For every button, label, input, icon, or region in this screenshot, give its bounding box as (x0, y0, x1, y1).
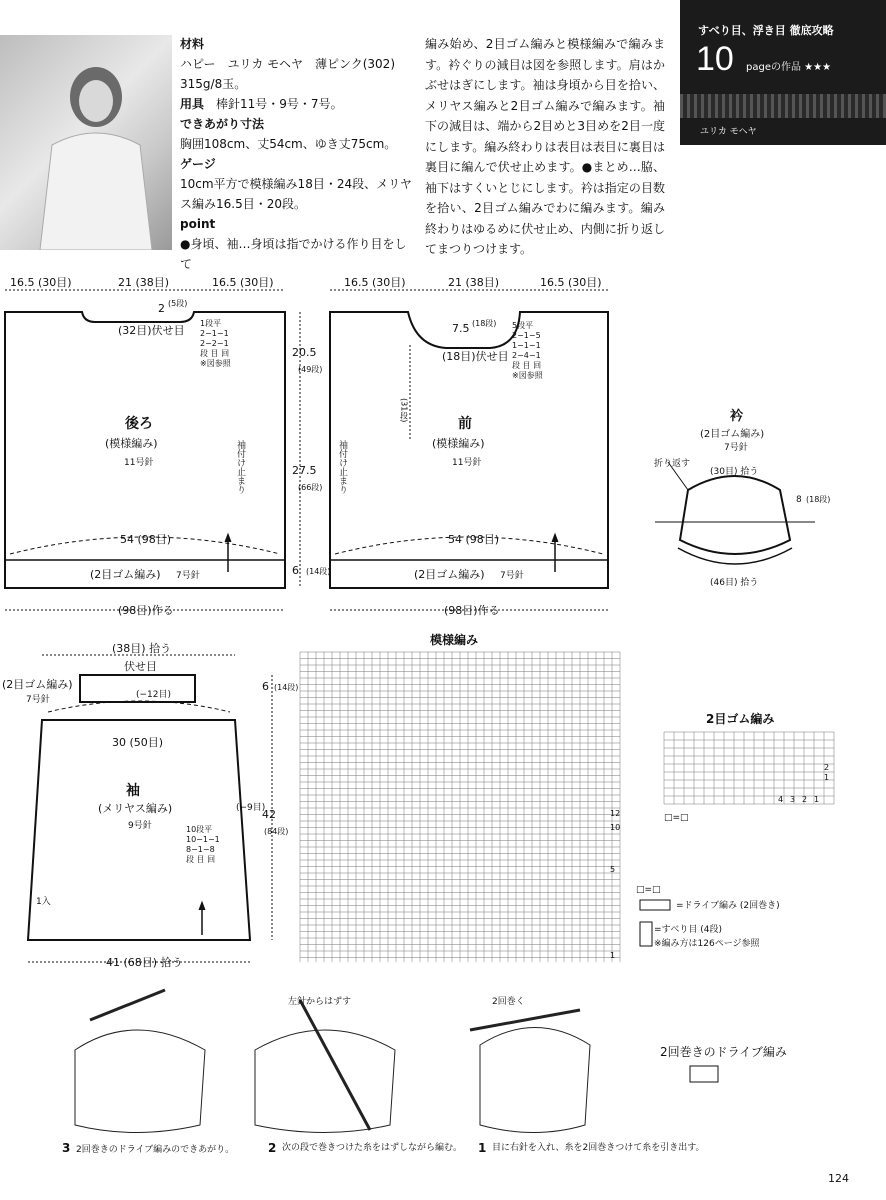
back-rib: (2目ゴム編み) (90, 568, 161, 581)
step-illustrations (75, 990, 590, 1133)
front-neck-height: 7.5 (452, 322, 470, 335)
pattern-chart-row-number: 10 (610, 823, 621, 832)
sleeve-mark: 1入 (36, 897, 51, 907)
point-text: ●身頃、袖…身頃は指でかける作り目をして (180, 237, 407, 271)
back-side-mark: 袖付け止まり (235, 440, 245, 494)
legend-slip: =すべり目 (4段) (654, 925, 722, 935)
sleeve-top-pick: (38目) 拾う (112, 642, 172, 655)
rib-chart-numbers (778, 763, 829, 804)
step-1-text: 目に右針を入れ、糸を2回巻きつけて糸を引き出す。 (492, 1143, 705, 1153)
drive-stitch-title: 2回巻きのドライブ編み (660, 1045, 787, 1059)
gauge-heading: ゲージ (180, 157, 216, 171)
pattern-chart-title: 模様編み (430, 633, 479, 647)
sleeve-width-30: 30 (50目) (112, 736, 164, 749)
front-rib-needle: 7号針 (500, 571, 524, 581)
sleeve-minus-9: (−9目) (236, 803, 266, 813)
rib-chart-grid (664, 732, 834, 804)
front-title: 前 (458, 416, 472, 432)
collar-pattern: (2目ゴム編み) (700, 429, 765, 440)
pattern-chart-row-number: 1 (610, 951, 616, 960)
back-decrease-line: 2−2−1 (200, 339, 229, 348)
gauge-text: 10cm平方で模様編み18目・24段、メリヤス編み16.5目・20段。 (180, 177, 412, 211)
sleeve-rib-height: 6 (262, 680, 269, 693)
back-neck-height: 2 (158, 302, 165, 315)
front-decrease-line: 1−1−1 (512, 341, 541, 350)
rib-chart-col-number: 2 (802, 795, 808, 804)
size-heading: できあがり寸法 (180, 117, 265, 131)
rib-chart-col-number: 4 (778, 795, 784, 804)
front-width-right: 16.5 (30目) (540, 276, 602, 289)
rib-chart-col-number: 1 (814, 795, 820, 804)
height-bottom-rows: (14段) (306, 567, 331, 576)
step-1-number: 1 (478, 1141, 487, 1155)
front-rib: (2目ゴム編み) (414, 568, 485, 581)
collar-bottom-pick: (46目) 拾う (710, 578, 759, 588)
front-body-width: 54 (98目) (448, 533, 500, 546)
tools-text: 棒針11号・9号・7号。 (216, 97, 343, 111)
banner-number: 10 (696, 40, 734, 78)
size-text: 胸囲108cm、丈54cm、ゆき丈75cm。 (180, 137, 397, 151)
front-decrease-line: ※図参照 (512, 371, 543, 380)
back-title: 後ろ (125, 416, 153, 432)
tools-heading: 用具 (180, 97, 205, 111)
front-width-mid: 21 (38目) (448, 276, 500, 289)
back-neck-rows: (5段) (168, 299, 188, 308)
front-rows-31: (31段) (399, 398, 409, 423)
back-bind-off: (32目)伏せ目 (118, 324, 185, 337)
legend-drive: =ドライブ編み (2回巻き) (676, 901, 780, 911)
back-decrease-line: 2−1−1 (200, 329, 229, 338)
rib-chart-col-number: 3 (790, 795, 796, 804)
step-2-top: 左針からはずす (288, 997, 352, 1007)
step-3-text: 2回巻きのドライブ編みのできあがり。 (76, 1145, 235, 1155)
step-2-number: 2 (268, 1141, 277, 1155)
step-1-top: 2回巻く (492, 997, 525, 1007)
banner-yarn: ユリカ モヘヤ (700, 127, 757, 137)
front-pattern: (模様編み) (432, 437, 485, 450)
height-mid: 27.5 (292, 464, 317, 477)
collar-title: 衿 (730, 409, 744, 424)
sleeve-decrease-table (186, 824, 220, 864)
back-cast-on: (98目)作る (118, 604, 174, 617)
collar-outline (680, 476, 790, 554)
step-2-text: 次の段で巻きつけた糸をはずしながら編む。 (282, 1143, 463, 1153)
back-needle: 11号針 (124, 458, 154, 468)
sleeve-decrease-line: 10段平 (186, 825, 213, 834)
collar-top-pick: (30目) 拾う (710, 467, 759, 477)
front-decrease-line: 2−1−5 (512, 331, 541, 340)
pattern-chart-row-labels (610, 809, 620, 960)
pattern-chart-row-number: 12 (610, 809, 621, 818)
legend-plain: □=□ (636, 885, 661, 895)
front-width-left: 16.5 (30目) (344, 276, 406, 289)
height-top: 20.5 (292, 346, 317, 359)
back-pattern: (模様編み) (105, 437, 158, 450)
material-heading: 材料 (180, 37, 205, 51)
rib-chart-legend: □=□ (664, 813, 689, 823)
back-decrease-table (200, 318, 232, 368)
sleeve-rib-needle: 7号針 (26, 695, 50, 705)
pattern-chart-grid (300, 652, 620, 962)
rib-chart-title: 2目ゴム編み (706, 712, 775, 726)
back-width-right: 16.5 (30目) (212, 276, 274, 289)
collar-fold: 折り返す (654, 459, 691, 469)
sleeve-bottom-pick: 41 (68目) 拾う (106, 956, 183, 969)
front-decrease-table (512, 320, 544, 380)
front-decrease-line: 段 目 回 (512, 361, 542, 370)
sleeve-needle: 9号針 (128, 821, 152, 831)
rib-chart-row-number: 1 (824, 773, 830, 782)
legend-note: ※編み方は126ページ参照 (654, 939, 760, 949)
material-text: ハピー ユリカ モヘヤ 薄ピンク(302) 315g/8玉。 (180, 57, 396, 91)
sleeve-rib-decrease: (−12目) (136, 690, 172, 700)
sleeve-rib-rows: (14段) (274, 683, 299, 692)
front-needle: 11号針 (452, 458, 482, 468)
banner-page-suffix: pageの作品 ★★★ (746, 62, 832, 73)
sleeve-height-42: 42 (262, 808, 276, 821)
point-heading: point (180, 217, 216, 231)
page-number: 124 (828, 1172, 849, 1185)
back-decrease-line: 1段平 (200, 319, 222, 328)
banner-title: すべり目、浮き目 徹底攻略 (698, 24, 834, 37)
front-bind-off: (18目)伏せ目 (442, 350, 509, 363)
sleeve-rib: (2目ゴム編み) (2, 678, 73, 691)
collar-height-rows: (18段) (806, 495, 831, 504)
front-side-mark: 袖付け止まり (337, 440, 347, 494)
front-neck-rows: (18段) (472, 319, 497, 328)
sleeve-decrease-line: 8−1−8 (186, 845, 215, 854)
back-decrease-line: ※図参照 (200, 359, 231, 368)
front-decrease-line: 2−4−1 (512, 351, 541, 360)
back-body-width: 54 (98目) (120, 533, 172, 546)
sleeve-decrease-line: 段 目 回 (186, 855, 216, 864)
pattern-chart-row-number: 5 (610, 865, 616, 874)
collar-needle: 7号針 (724, 443, 748, 453)
instructions-text: 編み始め、2目ゴム編みと模様編みで編みます。衿ぐりの減目は図を参照します。肩はかぶせはぎにします。袖は身頃から目を拾い、メリヤス編みと2目ゴム編みで編みます。袖下の減目は、端から2目めと3目めを2目一度にします。編み終わりは表目は表目に裏目は裏目に編んで伏せ止めます。●まとめ…脇、袖下はすくいとじにします。衿は指定の目数を拾い、2目ゴム編みでわに編みます。編み終わりはゆるめに伏せ止め、内側に折り返してまつりつけます。 (425, 37, 665, 256)
back-rib-needle: 7号針 (176, 571, 200, 581)
height-bottom: 6 (292, 564, 299, 577)
back-width-mid: 21 (38目) (118, 276, 170, 289)
height-mid-rows: (66段) (298, 483, 323, 492)
back-width-left: 16.5 (30目) (10, 276, 72, 289)
back-decrease-line: 段 目 回 (200, 349, 230, 358)
step-3-number: 3 (62, 1141, 71, 1155)
sleeve-pattern: (メリヤス編み) (98, 802, 173, 815)
collar-height: 8 (796, 495, 802, 505)
sleeve-decrease-line: 10−1−1 (186, 835, 220, 844)
sleeve-bind-off: 伏せ目 (124, 660, 157, 673)
sleeve-height-rows: (84段) (264, 827, 289, 836)
front-cast-on: (98目)作る (444, 604, 500, 617)
sleeve-title: 袖 (126, 783, 140, 799)
front-decrease-line: 5段平 (512, 321, 534, 330)
rib-chart-row-number: 2 (824, 763, 830, 772)
height-top-rows: (49段) (298, 365, 323, 374)
